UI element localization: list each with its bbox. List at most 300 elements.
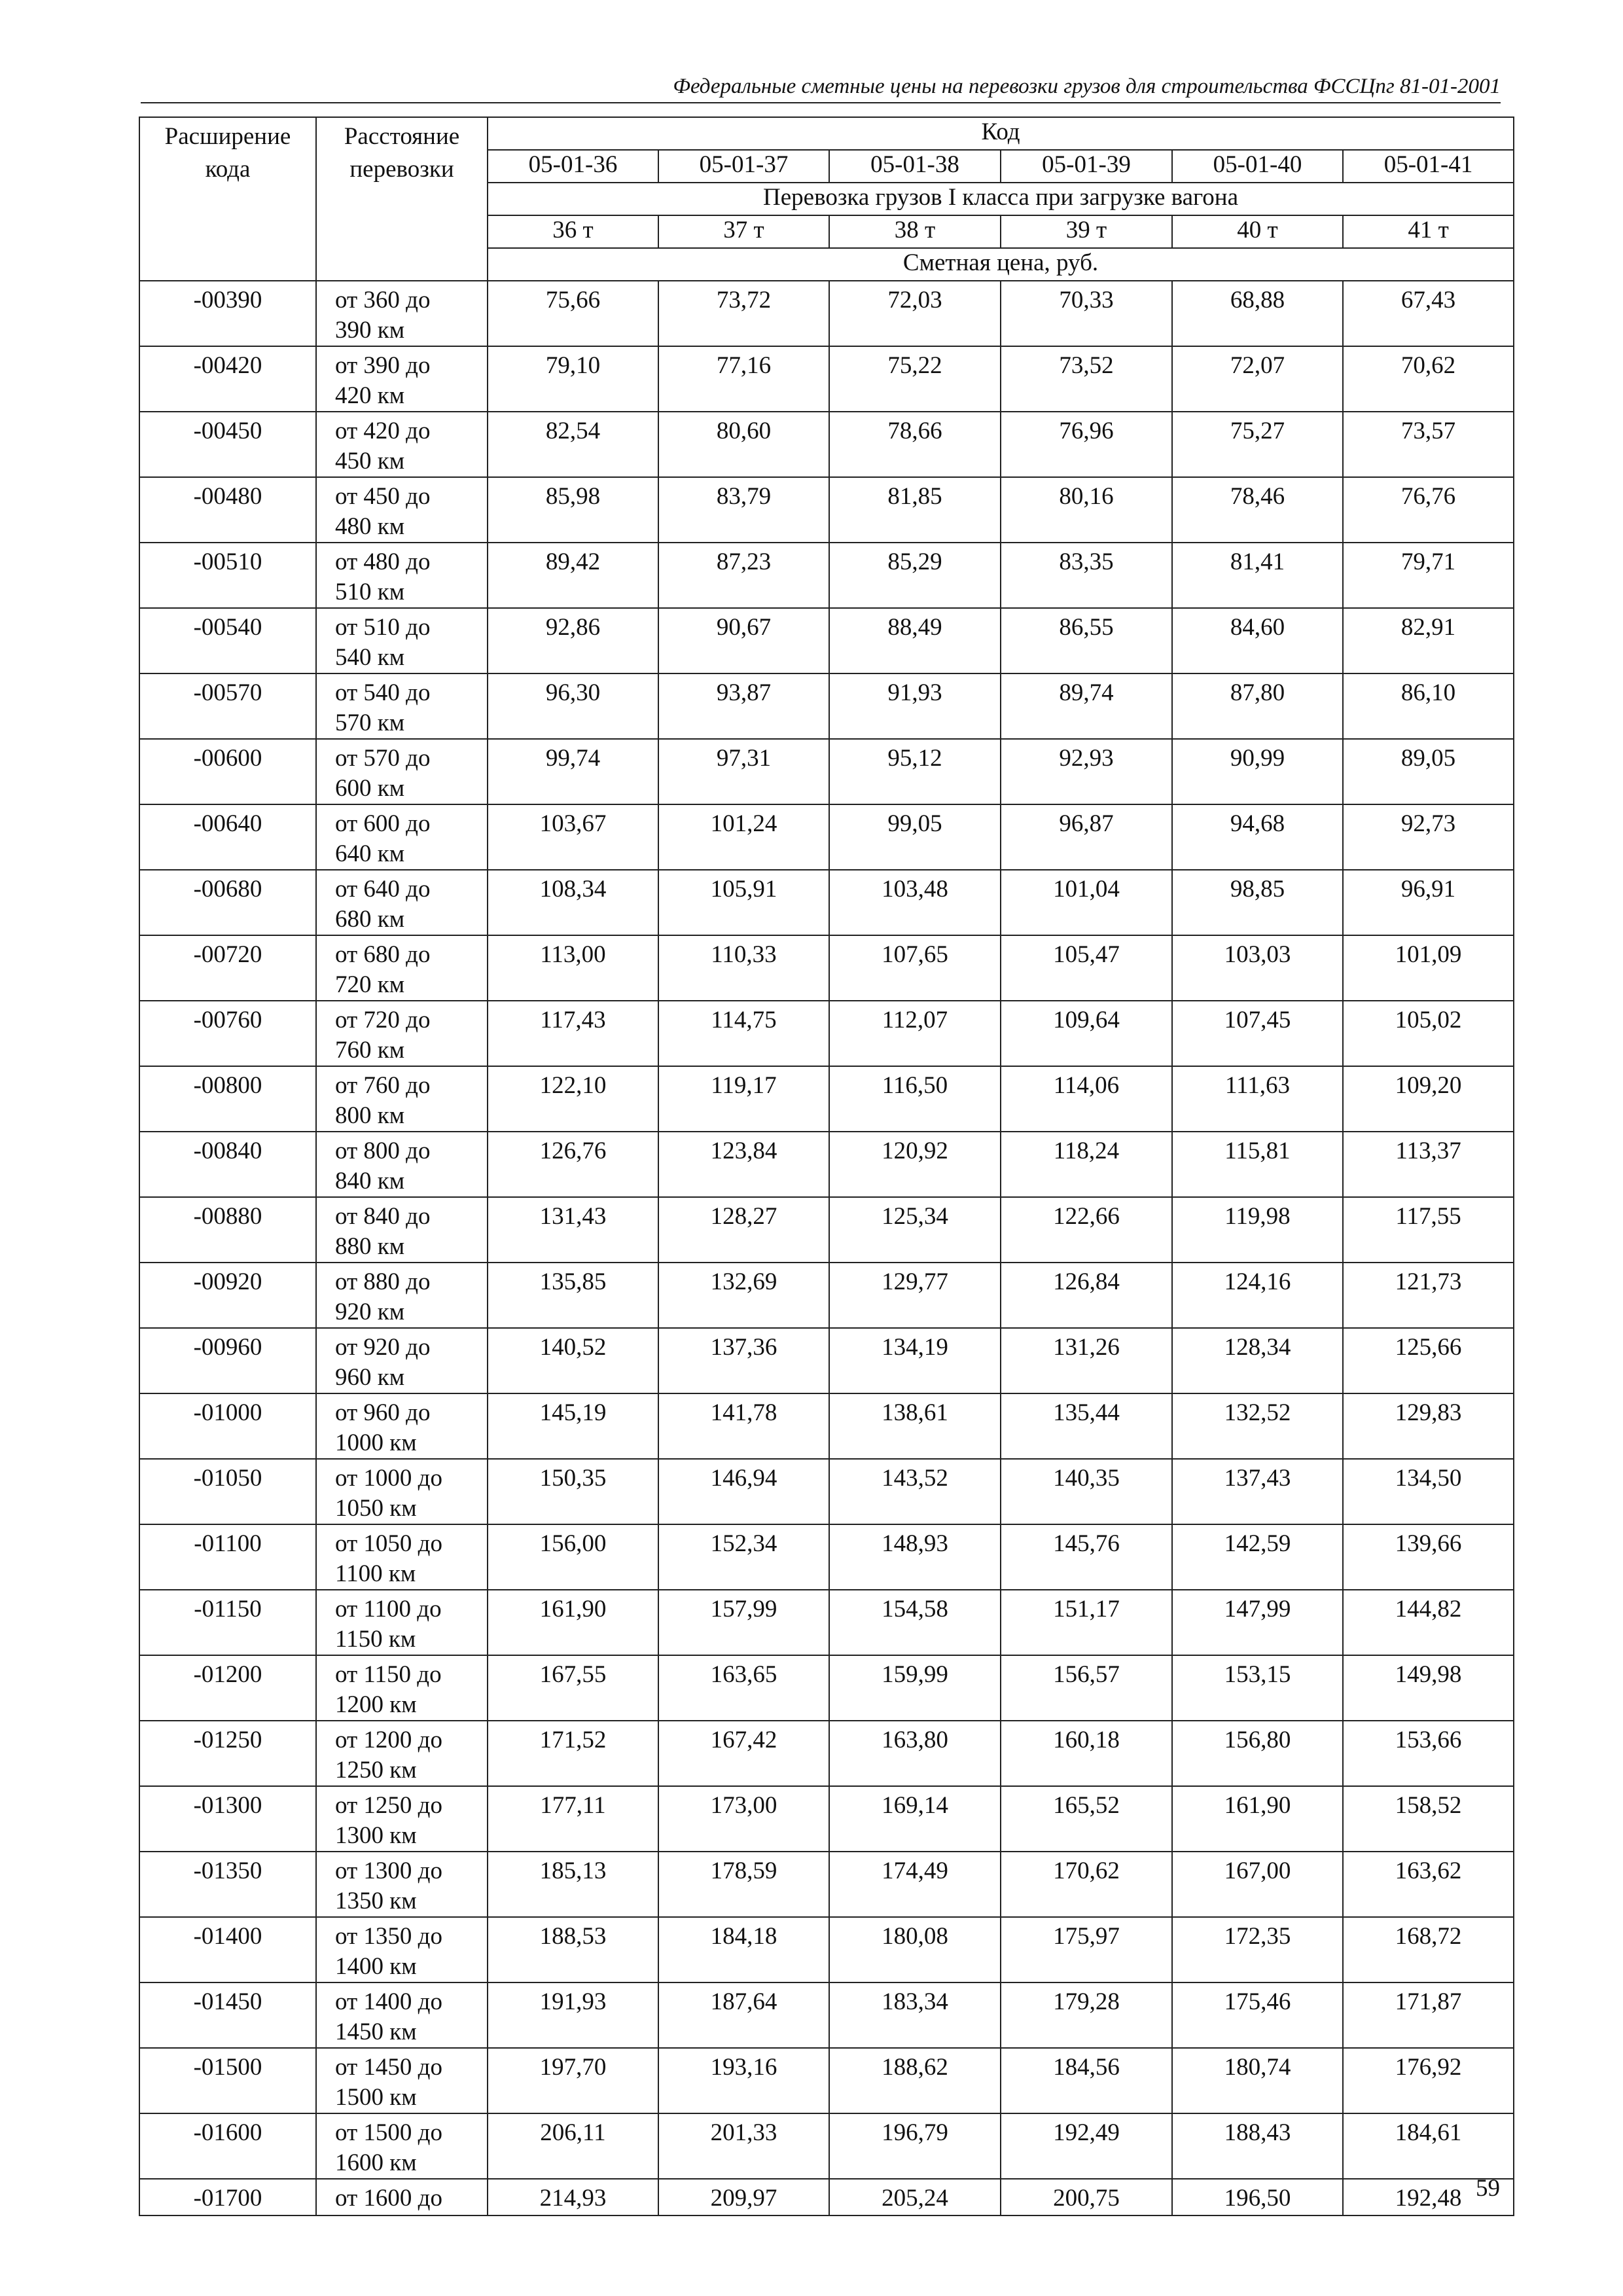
table-row [139, 1263, 1514, 1328]
table-row [139, 1197, 1514, 1263]
price-cell: 140,52 [488, 1328, 658, 1393]
price-cell: 128,27 [658, 1197, 829, 1263]
distance-line: от 640 до [335, 876, 431, 903]
price-cell: 92,86 [488, 608, 658, 673]
distance-line: 1050 км [335, 1495, 417, 1522]
price-cell: 175,46 [1172, 1982, 1343, 2048]
table-row [139, 1721, 1514, 1786]
price-cell: 156,57 [1001, 1655, 1172, 1721]
distance-cell [316, 1590, 488, 1655]
distance-cell [316, 1001, 488, 1066]
distance-cell [316, 1393, 488, 1459]
code-header-cell: 05-01-36 [488, 150, 658, 183]
table-row [139, 870, 1514, 935]
ext-code-cell: -01700 [139, 2179, 316, 2215]
price-cell: 114,06 [1001, 1066, 1172, 1132]
price-cell: 112,07 [829, 1001, 1001, 1066]
price-cell: 105,02 [1343, 1001, 1514, 1066]
price-cell: 135,44 [1001, 1393, 1172, 1459]
price-cell: 103,48 [829, 870, 1001, 935]
ext-code-cell: -00570 [139, 673, 316, 739]
code-header-cell: 05-01-39 [1001, 150, 1172, 183]
distance-cell [316, 1459, 488, 1524]
price-cell: 84,60 [1172, 608, 1343, 673]
distance-cell [316, 2113, 488, 2179]
price-cell: 89,42 [488, 543, 658, 608]
table-row [139, 1786, 1514, 1852]
distance-line: от 1450 до [335, 2054, 443, 2081]
price-cell: 158,52 [1343, 1786, 1514, 1852]
distance-line: 1300 км [335, 1822, 417, 1849]
distance-cell [316, 1721, 488, 1786]
ext-code-cell: -00540 [139, 608, 316, 673]
price-cell: 79,71 [1343, 543, 1514, 608]
distance-line: 570 км [335, 709, 405, 736]
price-cell: 91,93 [829, 673, 1001, 739]
price-cell: 103,67 [488, 804, 658, 870]
distance-line: от 960 до [335, 1399, 431, 1426]
distance-line: 960 км [335, 1364, 405, 1391]
price-cell: 183,34 [829, 1982, 1001, 2048]
price-cell: 70,62 [1343, 346, 1514, 412]
price-cell: 97,31 [658, 739, 829, 804]
table-row [139, 2179, 1514, 2215]
distance-line: 540 км [335, 644, 405, 671]
price-cell: 113,00 [488, 935, 658, 1001]
price-cell: 92,93 [1001, 739, 1172, 804]
price-cell: 125,66 [1343, 1328, 1514, 1393]
distance-line: от 540 до [335, 679, 431, 706]
ext-code-cell: -01600 [139, 2113, 316, 2179]
ext-code-cell: -01000 [139, 1393, 316, 1459]
distance-line: от 600 до [335, 810, 431, 837]
price-cell: 87,23 [658, 543, 829, 608]
ext-code-cell: -00960 [139, 1328, 316, 1393]
price-cell: 196,50 [1172, 2179, 1343, 2215]
table-row [139, 1393, 1514, 1459]
distance-cell [316, 1524, 488, 1590]
code-header-cell: 05-01-38 [829, 150, 1001, 183]
ext-code-cell: -00760 [139, 1001, 316, 1066]
ext-code-cell: -01050 [139, 1459, 316, 1524]
price-cell: 179,28 [1001, 1982, 1172, 2048]
distance-cell [316, 739, 488, 804]
price-cell: 121,73 [1343, 1263, 1514, 1328]
price-cell: 105,47 [1001, 935, 1172, 1001]
table-row [139, 477, 1514, 543]
load-header-cell: 38 т [829, 215, 1001, 248]
distance-cell [316, 804, 488, 870]
distance-line: 1450 км [335, 2018, 417, 2045]
price-cell: 119,98 [1172, 1197, 1343, 1263]
distance-line: 1400 км [335, 1953, 417, 1980]
table-row [139, 1590, 1514, 1655]
distance-line: от 1400 до [335, 1988, 443, 2015]
table-row [139, 1001, 1514, 1066]
price-cell: 193,16 [658, 2048, 829, 2113]
ext-code-cell: -01100 [139, 1524, 316, 1590]
price-cell: 83,35 [1001, 543, 1172, 608]
distance-line: 450 км [335, 448, 405, 475]
distance-line: 840 км [335, 1168, 405, 1194]
table-row [139, 346, 1514, 412]
header-rule [141, 102, 1501, 103]
ext-code-cell: -00680 [139, 870, 316, 935]
distance-cell [316, 477, 488, 543]
price-cell: 167,00 [1172, 1852, 1343, 1917]
price-cell: 81,41 [1172, 543, 1343, 608]
price-cell: 156,80 [1172, 1721, 1343, 1786]
price-cell: 87,80 [1172, 673, 1343, 739]
distance-line: от 880 до [335, 1268, 431, 1295]
col-header-distance [316, 117, 488, 281]
price-cell: 67,43 [1343, 281, 1514, 346]
table-row [139, 935, 1514, 1001]
price-cell: 76,76 [1343, 477, 1514, 543]
price-cell: 107,45 [1172, 1001, 1343, 1066]
table-row [139, 1982, 1514, 2048]
table-row [139, 804, 1514, 870]
table-row [139, 281, 1514, 346]
price-cell: 165,52 [1001, 1786, 1172, 1852]
price-cell: 109,20 [1343, 1066, 1514, 1132]
price-cell: 184,61 [1343, 2113, 1514, 2179]
price-cell: 76,96 [1001, 412, 1172, 477]
distance-line: 1500 км [335, 2084, 417, 2111]
price-cell: 110,33 [658, 935, 829, 1001]
ext-code-cell: -00390 [139, 281, 316, 346]
distance-line: от 840 до [335, 1203, 431, 1230]
price-cell: 138,61 [829, 1393, 1001, 1459]
price-cell: 188,62 [829, 2048, 1001, 2113]
price-cell: 184,18 [658, 1917, 829, 1982]
ext-code-cell: -00800 [139, 1066, 316, 1132]
distance-cell [316, 1852, 488, 1917]
distance-line: от 450 до [335, 483, 431, 510]
price-cell: 143,52 [829, 1459, 1001, 1524]
price-cell: 81,85 [829, 477, 1001, 543]
price-cell: 73,72 [658, 281, 829, 346]
distance-line: от 680 до [335, 941, 431, 968]
price-cell: 134,50 [1343, 1459, 1514, 1524]
price-cell: 170,62 [1001, 1852, 1172, 1917]
ext-code-cell: -00840 [139, 1132, 316, 1197]
load-header-cell: 39 т [1001, 215, 1172, 248]
code-header-cell: 05-01-37 [658, 150, 829, 183]
price-cell: 119,17 [658, 1066, 829, 1132]
col-header-distance-line2: перевозки [349, 156, 454, 183]
price-cell: 117,43 [488, 1001, 658, 1066]
price-cell: 99,05 [829, 804, 1001, 870]
ext-code-cell: -00640 [139, 804, 316, 870]
price-cell: 115,81 [1172, 1132, 1343, 1197]
distance-line: от 510 до [335, 614, 431, 641]
price-cell: 122,10 [488, 1066, 658, 1132]
distance-cell [316, 1328, 488, 1393]
price-caption: Сметная цена, руб. [488, 248, 1514, 281]
price-cell: 174,49 [829, 1852, 1001, 1917]
price-cell: 161,90 [488, 1590, 658, 1655]
price-cell: 201,33 [658, 2113, 829, 2179]
price-cell: 185,13 [488, 1852, 658, 1917]
price-cell: 161,90 [1172, 1786, 1343, 1852]
price-cell: 146,94 [658, 1459, 829, 1524]
distance-line: 510 км [335, 579, 405, 605]
price-cell: 109,64 [1001, 1001, 1172, 1066]
price-cell: 163,80 [829, 1721, 1001, 1786]
price-cell: 96,91 [1343, 870, 1514, 935]
price-cell: 75,66 [488, 281, 658, 346]
distance-line: от 920 до [335, 1334, 431, 1361]
distance-line: 920 км [335, 1299, 405, 1325]
col-header-ext-code-line2: кода [205, 156, 251, 183]
distance-line: от 1500 до [335, 2119, 443, 2146]
distance-cell [316, 935, 488, 1001]
distance-line: от 570 до [335, 745, 431, 772]
distance-cell [316, 412, 488, 477]
price-cell: 145,76 [1001, 1524, 1172, 1590]
running-head: Федеральные сметные цены на перевозки грузов для строительства ФССЦпг 81-01-2001 [673, 75, 1501, 98]
price-cell: 163,62 [1343, 1852, 1514, 1917]
table-row [139, 412, 1514, 477]
distance-line: от 1300 до [335, 1857, 443, 1884]
price-cell: 192,49 [1001, 2113, 1172, 2179]
price-cell: 206,11 [488, 2113, 658, 2179]
distance-line: 720 км [335, 971, 405, 998]
price-cell: 77,16 [658, 346, 829, 412]
price-cell: 120,92 [829, 1132, 1001, 1197]
price-cell: 72,07 [1172, 346, 1343, 412]
col-header-code: Код [488, 117, 1514, 150]
price-cell: 101,09 [1343, 935, 1514, 1001]
price-cell: 175,97 [1001, 1917, 1172, 1982]
distance-line: от 1000 до [335, 1465, 443, 1492]
table-row [139, 2048, 1514, 2113]
ext-code-cell: -00420 [139, 346, 316, 412]
price-cell: 126,76 [488, 1132, 658, 1197]
price-cell: 157,99 [658, 1590, 829, 1655]
price-cell: 167,42 [658, 1721, 829, 1786]
distance-cell [316, 543, 488, 608]
ext-code-cell: -01400 [139, 1917, 316, 1982]
price-cell: 137,43 [1172, 1459, 1343, 1524]
price-cell: 192,48 [1343, 2179, 1514, 2215]
price-cell: 134,19 [829, 1328, 1001, 1393]
price-cell: 151,17 [1001, 1590, 1172, 1655]
distance-line: от 1600 до [335, 2185, 443, 2212]
price-cell: 209,97 [658, 2179, 829, 2215]
price-cell: 172,35 [1172, 1917, 1343, 1982]
ext-code-cell: -00450 [139, 412, 316, 477]
price-cell: 169,14 [829, 1786, 1001, 1852]
price-cell: 131,26 [1001, 1328, 1172, 1393]
price-cell: 117,55 [1343, 1197, 1514, 1263]
price-cell: 214,93 [488, 2179, 658, 2215]
price-cell: 101,04 [1001, 870, 1172, 935]
ext-code-cell: -00510 [139, 543, 316, 608]
ext-code-cell: -00920 [139, 1263, 316, 1328]
ext-code-cell: -00600 [139, 739, 316, 804]
distance-cell [316, 1263, 488, 1328]
price-cell: 80,16 [1001, 477, 1172, 543]
distance-cell [316, 1197, 488, 1263]
distance-line: 880 км [335, 1233, 405, 1260]
price-cell: 95,12 [829, 739, 1001, 804]
distance-cell [316, 870, 488, 935]
price-cell: 123,84 [658, 1132, 829, 1197]
price-cell: 147,99 [1172, 1590, 1343, 1655]
price-cell: 68,88 [1172, 281, 1343, 346]
table-row [139, 2113, 1514, 2179]
distance-cell [316, 1132, 488, 1197]
table-row [139, 543, 1514, 608]
price-cell: 144,82 [1343, 1590, 1514, 1655]
distance-cell [316, 2179, 488, 2215]
price-cell: 103,03 [1172, 935, 1343, 1001]
code-header-cell: 05-01-41 [1343, 150, 1514, 183]
table-row [139, 739, 1514, 804]
distance-line: 1000 км [335, 1429, 417, 1456]
load-header-cell: 41 т [1343, 215, 1514, 248]
table-header [139, 117, 1514, 281]
price-cell: 86,55 [1001, 608, 1172, 673]
distance-line: от 1050 до [335, 1530, 443, 1557]
price-cell: 131,43 [488, 1197, 658, 1263]
price-cell: 90,67 [658, 608, 829, 673]
ext-code-cell: -00480 [139, 477, 316, 543]
table-body [139, 281, 1514, 2215]
price-cell: 142,59 [1172, 1524, 1343, 1590]
ext-code-cell: -01350 [139, 1852, 316, 1917]
price-cell: 72,03 [829, 281, 1001, 346]
price-cell: 200,75 [1001, 2179, 1172, 2215]
price-cell: 105,91 [658, 870, 829, 935]
price-cell: 132,69 [658, 1263, 829, 1328]
price-cell: 159,99 [829, 1655, 1001, 1721]
price-cell: 160,18 [1001, 1721, 1172, 1786]
price-cell: 114,75 [658, 1001, 829, 1066]
price-cell: 90,99 [1172, 739, 1343, 804]
table-row [139, 673, 1514, 739]
table-row [139, 1655, 1514, 1721]
price-cell: 129,77 [829, 1263, 1001, 1328]
distance-cell [316, 1655, 488, 1721]
price-cell: 132,52 [1172, 1393, 1343, 1459]
distance-line: от 1350 до [335, 1923, 443, 1950]
price-cell: 128,34 [1172, 1328, 1343, 1393]
price-cell: 188,43 [1172, 2113, 1343, 2179]
price-cell: 152,34 [658, 1524, 829, 1590]
price-cell: 118,24 [1001, 1132, 1172, 1197]
price-cell: 153,66 [1343, 1721, 1514, 1786]
price-cell: 197,70 [488, 2048, 658, 2113]
price-cell: 122,66 [1001, 1197, 1172, 1263]
price-cell: 86,10 [1343, 673, 1514, 739]
price-cell: 156,00 [488, 1524, 658, 1590]
distance-cell [316, 1066, 488, 1132]
price-cell: 85,98 [488, 477, 658, 543]
price-cell: 188,53 [488, 1917, 658, 1982]
price-cell: 196,79 [829, 2113, 1001, 2179]
distance-line: от 720 до [335, 1007, 431, 1033]
distance-cell [316, 346, 488, 412]
price-cell: 149,98 [1343, 1655, 1514, 1721]
table-row [139, 1132, 1514, 1197]
price-cell: 80,60 [658, 412, 829, 477]
price-cell: 153,15 [1172, 1655, 1343, 1721]
price-cell: 129,83 [1343, 1393, 1514, 1459]
price-cell: 187,64 [658, 1982, 829, 2048]
price-cell: 82,91 [1343, 608, 1514, 673]
page-number: 59 [1476, 2175, 1500, 2202]
table-row [139, 1524, 1514, 1590]
distance-line: 800 км [335, 1102, 405, 1129]
distance-cell [316, 673, 488, 739]
price-cell: 180,08 [829, 1917, 1001, 1982]
price-cell: 94,68 [1172, 804, 1343, 870]
cargo-caption: Перевозка грузов I класса при загрузке вагона [488, 183, 1514, 215]
price-cell: 93,87 [658, 673, 829, 739]
load-header-cell: 40 т [1172, 215, 1343, 248]
price-cell: 116,50 [829, 1066, 1001, 1132]
distance-cell [316, 1982, 488, 2048]
price-cell: 78,66 [829, 412, 1001, 477]
price-cell: 89,05 [1343, 739, 1514, 804]
price-cell: 180,74 [1172, 2048, 1343, 2113]
distance-line: от 1100 до [335, 1596, 442, 1623]
price-cell: 88,49 [829, 608, 1001, 673]
table-row [139, 1459, 1514, 1524]
distance-line: 600 км [335, 775, 405, 802]
price-cell: 126,84 [1001, 1263, 1172, 1328]
table-row [139, 1066, 1514, 1132]
distance-line: 640 км [335, 840, 405, 867]
ext-code-cell: -01250 [139, 1721, 316, 1786]
col-header-distance-line1: Расстояние [344, 123, 460, 150]
price-cell: 113,37 [1343, 1132, 1514, 1197]
distance-line: 1600 км [335, 2149, 417, 2176]
price-cell: 82,54 [488, 412, 658, 477]
code-header-cell: 05-01-40 [1172, 150, 1343, 183]
price-cell: 167,55 [488, 1655, 658, 1721]
price-cell: 139,66 [1343, 1524, 1514, 1590]
distance-line: 390 км [335, 317, 405, 344]
price-cell: 205,24 [829, 2179, 1001, 2215]
ext-code-cell: -00880 [139, 1197, 316, 1263]
price-cell: 101,24 [658, 804, 829, 870]
distance-cell [316, 281, 488, 346]
col-header-ext-code [139, 117, 316, 281]
price-cell: 154,58 [829, 1590, 1001, 1655]
price-cell: 73,57 [1343, 412, 1514, 477]
price-cell: 184,56 [1001, 2048, 1172, 2113]
ext-code-cell: -01200 [139, 1655, 316, 1721]
price-cell: 78,46 [1172, 477, 1343, 543]
price-cell: 73,52 [1001, 346, 1172, 412]
distance-line: 480 км [335, 513, 405, 540]
price-cell: 89,74 [1001, 673, 1172, 739]
price-cell: 124,16 [1172, 1263, 1343, 1328]
ext-code-cell: -01300 [139, 1786, 316, 1852]
price-cell: 107,65 [829, 935, 1001, 1001]
price-cell: 99,74 [488, 739, 658, 804]
price-cell: 108,34 [488, 870, 658, 935]
price-cell: 163,65 [658, 1655, 829, 1721]
price-cell: 168,72 [1343, 1917, 1514, 1982]
distance-line: от 420 до [335, 418, 431, 444]
price-table [139, 117, 1514, 2216]
distance-line: 1200 км [335, 1691, 417, 1718]
